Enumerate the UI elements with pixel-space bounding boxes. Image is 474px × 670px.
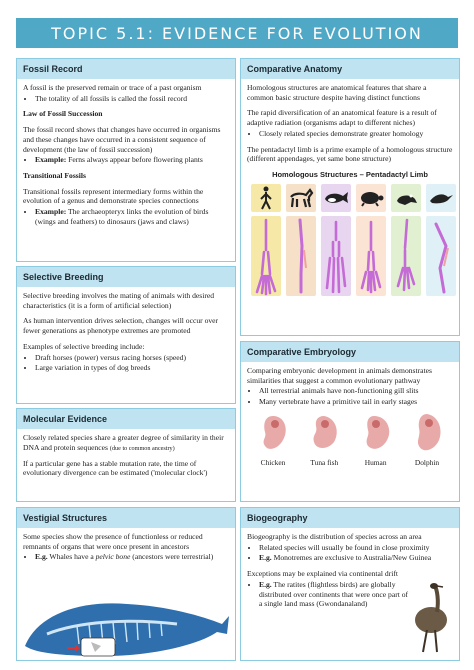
vestigial-structures-panel (16, 507, 236, 661)
whale-skeleton-icon (17, 586, 233, 660)
page-title: TOPIC 5.1: EVIDENCE FOR EVOLUTION (16, 18, 458, 48)
pentadactyl-figure-title: Homologous Structures – Pentadactyl Limb (272, 170, 428, 180)
molecular-evidence-heading: Molecular Evidence (17, 409, 235, 429)
fossil-intro: A fossil is the preserved remain or trace of a past organism (23, 83, 202, 92)
pentadactyl-limb-figure (241, 184, 459, 296)
whale-icon (321, 184, 351, 212)
transitional-title: Transitional Fossils (23, 171, 86, 181)
embryo-label: Human (364, 457, 387, 467)
breeding-examples-intro: Examples of selective breeding include: (23, 341, 145, 351)
comparative-anatomy-panel (240, 58, 460, 336)
human-embryo-icon (356, 412, 396, 456)
selective-breeding-heading: Selective Breeding (17, 267, 235, 287)
horse-limb-bones (286, 216, 316, 296)
biogeography-panel (240, 507, 460, 661)
breeding-example: • Draft horses (power) versus racing horses (speed) (35, 353, 229, 363)
frog-icon (391, 184, 421, 212)
breeding-example: • Large variation in types of dog breeds (35, 363, 229, 373)
vestigial-example: • E.g. Whales have a pelvic bone (ancestors were terrestrial) (35, 552, 229, 562)
law-text: The fossil record shows that changes have occurred in organisms and these changes have occurred in a consistent sequence of development (the law of fossil succession) (23, 125, 221, 154)
embryology-bullet: • All terrestrial animals have non-functioning gill slits (259, 386, 453, 396)
breeding-p1: Selective breeding involves the mating of animals with desired characteristics (it is a form of artificial selection) (23, 291, 215, 310)
law-example: • Example: Ferns always appear before flowering plants (35, 155, 229, 165)
law-title: Law of Fossil Succession (23, 109, 103, 119)
fossil-record-heading: Fossil Record (17, 59, 235, 79)
comparative-embryology-panel (240, 341, 460, 502)
biogeography-heading: Biogeography (241, 508, 459, 528)
bird-icon (426, 184, 456, 212)
vestigial-structures-heading: Vestigial Structures (17, 508, 235, 528)
comparative-anatomy-heading: Comparative Anatomy (241, 59, 459, 79)
anatomy-p1: Homologous structures are anatomical features that share a common basic structure despite having distinct functions (247, 83, 427, 102)
anatomy-p2: The rapid diversification of an anatomical feature is a result of adaptive radiation (organisms adapt to different niches) (247, 108, 437, 128)
tuna-embryo-icon (304, 412, 344, 456)
bird-limb-bones (426, 216, 456, 296)
anatomy-p2-bullet: • Closely related species demonstrate greater homology (259, 129, 453, 139)
biogeography-p2: Exceptions may be explained via continental drift (247, 569, 398, 579)
fossil-intro-bullet: • The totality of all fossils is called the fossil record (35, 94, 229, 104)
comparative-embryology-heading: Comparative Embryology (241, 342, 459, 362)
biogeography-p1: Biogeography is the distribution of species across an area (247, 532, 422, 541)
embryo-figure (241, 408, 459, 467)
molecular-p1: Closely related species share a greater degree of similarity in their DNA and protein sequences (due to common ancestry) (23, 433, 224, 452)
dolphin-embryo-icon (407, 412, 447, 456)
human-limb-bones (251, 216, 281, 296)
turtle-icon (356, 184, 386, 212)
embryo-label: Chicken (260, 457, 286, 467)
embryology-p1: Comparing embryonic development in animals demonstrates similarities that suggest a common evolutionary pathway (247, 366, 432, 385)
fossil-record-panel (16, 58, 236, 262)
chicken-embryo-icon (253, 412, 293, 456)
biogeography-bullet: • Related species will usually be found in close proximity (259, 543, 451, 553)
selective-breeding-panel (16, 266, 236, 404)
whale-limb-bones (321, 216, 351, 296)
embryology-bullet: • Many vertebrate have a primitive tail in early stages (259, 397, 453, 407)
breeding-p2: As human intervention drives selection, changes will occur over fewer generations as phenotype extremes are promoted (23, 316, 219, 336)
anatomy-p3: The pentadactyl limb is a prime example of a homologous structure (different appendages, yet same bone structure) (247, 144, 453, 164)
frog-limb-bones (391, 216, 421, 296)
biogeography-example: • E.g. Monotremes are exclusive to Australia/New Guinea (259, 553, 451, 563)
embryo-label: Dolphin (414, 457, 440, 467)
vestigial-p1: Some species show the presence of functionless or reduced remnants of organs that were once present in ancestors (23, 532, 203, 551)
turtle-limb-bones (356, 216, 386, 296)
molecular-p2: If a particular gene has a stable mutation rate, the time of evolutionary divergence can be estimated ('molecular clock') (23, 458, 208, 478)
transitional-example: • Example: The archaeopteryx links the evolution of birds (wings and feathers) to dinosaurs (jaws and claws) (35, 207, 229, 226)
embryo-label: Tuna fish (310, 457, 339, 467)
horse-icon (286, 184, 316, 212)
molecular-evidence-panel (16, 408, 236, 502)
biogeography-example: • E.g. The ratites (flightless birds) are globally distributed over continents that were once part of a single land mass (Gwondanaland) (259, 580, 409, 609)
transitional-text: Transitional fossils represent intermediary forms within the evolution of a genus and demonstrate species connections (23, 186, 204, 206)
human-icon (251, 184, 281, 212)
emu-icon (409, 580, 451, 654)
